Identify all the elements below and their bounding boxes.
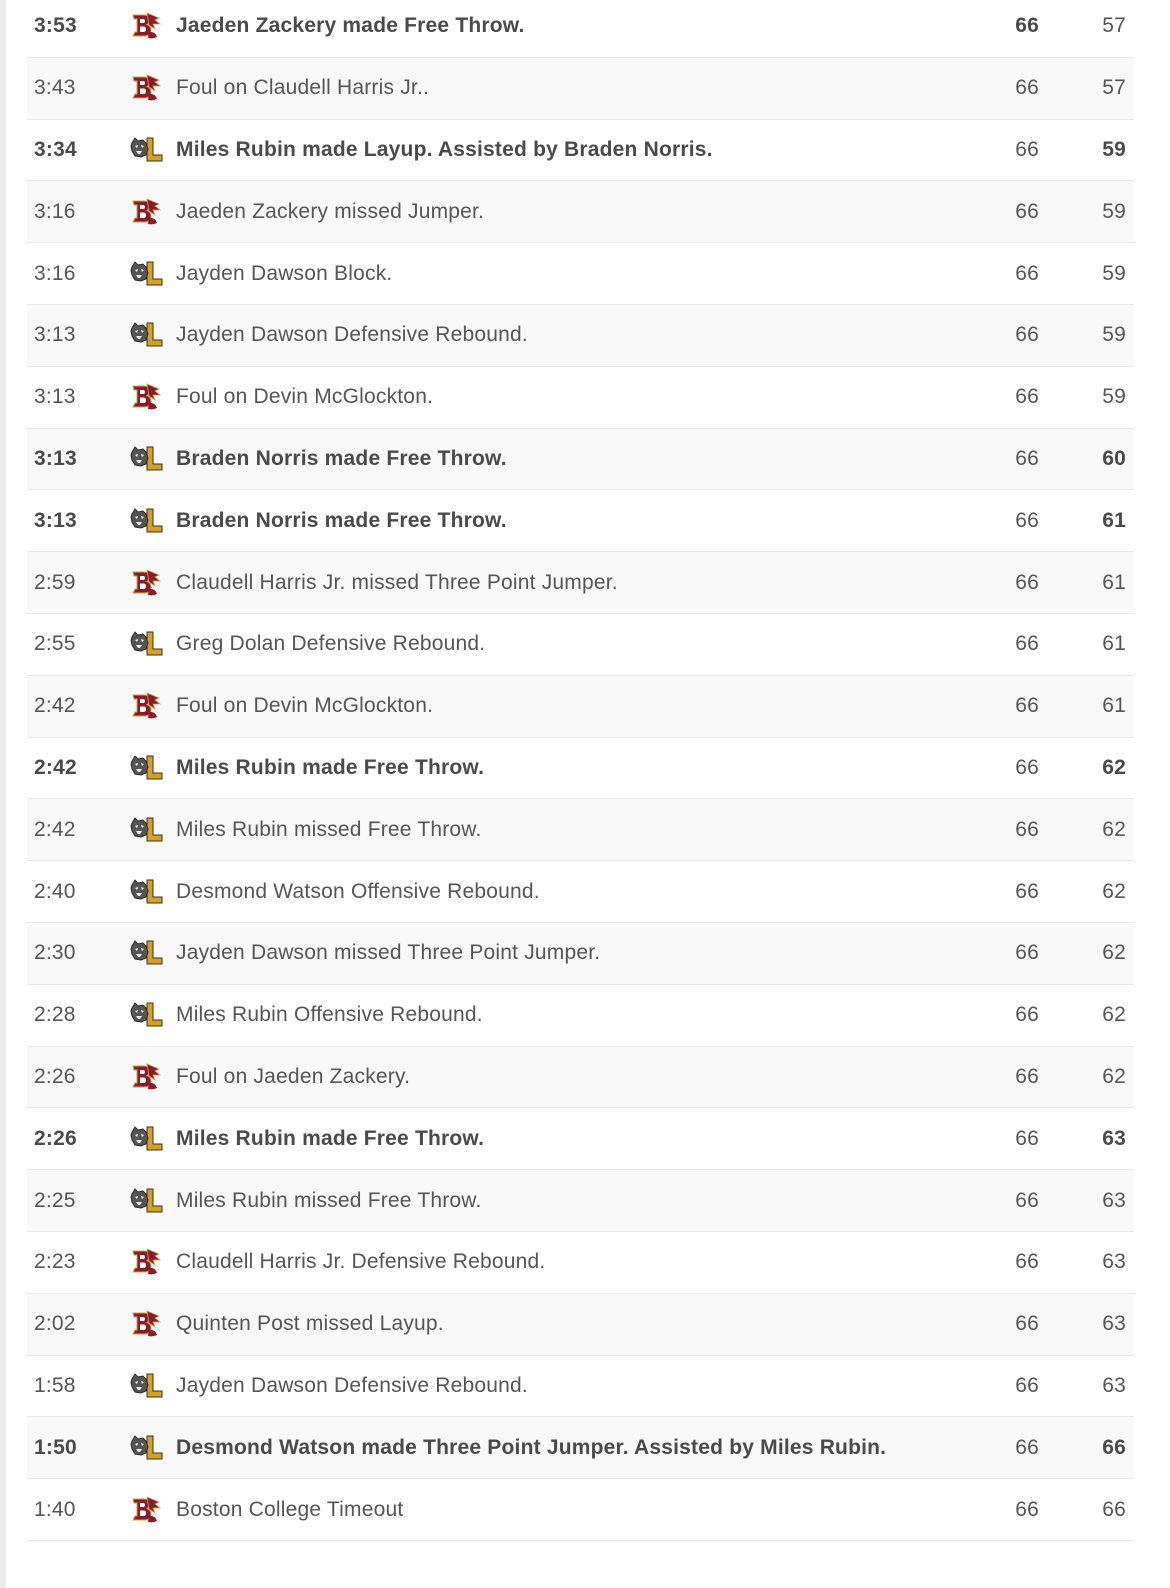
play-time: 1:50: [34, 1435, 77, 1459]
home-score: 61: [1102, 508, 1126, 532]
team-logo-cell: [127, 305, 165, 366]
play-row: [27, 181, 1134, 243]
team-logo-cell: [127, 799, 165, 860]
play-description: Desmond Watson made Three Point Jumper. Assisted by Miles Rubin.: [176, 1435, 887, 1459]
away-score: 66: [1015, 570, 1039, 594]
team-logo-cell: [127, 367, 165, 428]
boston-college-logo-icon: [129, 1308, 163, 1340]
play-description: Jayden Dawson Block.: [176, 261, 393, 285]
play-time: 3:43: [34, 76, 76, 100]
cougar-logo-icon: [129, 258, 163, 290]
play-description: Miles Rubin missed Free Throw.: [176, 817, 482, 841]
play-row: [27, 799, 1134, 861]
play-description: Jaeden Zackery made Free Throw.: [176, 14, 525, 38]
team-logo-cell: [127, 243, 165, 304]
play-row: [27, 552, 1134, 614]
play-row: [27, 614, 1134, 676]
team-logo-cell: [127, 1356, 165, 1417]
play-time: 2:28: [34, 1003, 76, 1027]
play-time: 1:58: [34, 1373, 76, 1397]
home-score: 62: [1102, 879, 1126, 903]
play-row: [27, 985, 1134, 1047]
play-description: Braden Norris made Free Throw.: [176, 446, 507, 470]
away-score: 66: [1015, 879, 1039, 903]
play-description: Claudell Harris Jr. Defensive Rebound.: [176, 1250, 546, 1274]
away-score: 66: [1015, 941, 1039, 965]
play-description: Jayden Dawson Defensive Rebound.: [176, 1373, 528, 1397]
away-score: 66: [1015, 137, 1039, 161]
home-score: 63: [1102, 1250, 1126, 1274]
play-time: 2:02: [34, 1312, 76, 1336]
boston-college-logo-icon: [129, 567, 163, 599]
play-description: Miles Rubin made Free Throw.: [176, 1126, 485, 1150]
play-time: 2:59: [34, 570, 76, 594]
play-time: 3:16: [34, 199, 76, 223]
team-logo-cell: [127, 181, 165, 242]
team-logo-cell: [127, 1108, 165, 1169]
boston-college-logo-icon: [129, 381, 163, 413]
away-score: 66: [1015, 261, 1039, 285]
home-score: 57: [1102, 76, 1126, 100]
away-score: 66: [1015, 1435, 1039, 1459]
play-time: 2:26: [34, 1126, 77, 1150]
play-row: [27, 1047, 1134, 1109]
home-score: 62: [1102, 817, 1126, 841]
play-time: 1:40: [34, 1497, 76, 1521]
home-score: 63: [1102, 1188, 1126, 1212]
play-description: Miles Rubin Offensive Rebound.: [176, 1003, 483, 1027]
away-score: 66: [1015, 508, 1039, 532]
team-logo-cell: [127, 985, 165, 1046]
play-description: Jaeden Zackery missed Jumper.: [176, 199, 485, 223]
play-time: 2:26: [34, 1064, 76, 1088]
play-row: [27, 305, 1134, 367]
play-description: Foul on Devin McGlockton.: [176, 694, 434, 718]
play-row: [27, 1170, 1134, 1232]
away-score: 66: [1015, 1188, 1039, 1212]
play-time: 3:53: [34, 14, 77, 38]
away-score: 66: [1015, 1003, 1039, 1027]
cougar-logo-icon: [129, 999, 163, 1031]
play-description: Miles Rubin made Free Throw.: [176, 755, 485, 779]
team-logo-cell: [127, 490, 165, 551]
away-score: 66: [1015, 76, 1039, 100]
play-time: 2:42: [34, 694, 76, 718]
play-time: 2:42: [34, 817, 76, 841]
home-score: 57: [1102, 14, 1126, 38]
play-time: 2:55: [34, 632, 76, 656]
cougar-logo-icon: [129, 505, 163, 537]
home-score: 60: [1102, 446, 1126, 470]
away-score: 66: [1015, 1250, 1039, 1274]
home-score: 59: [1102, 137, 1126, 161]
home-score: 59: [1102, 261, 1126, 285]
play-row: [27, 367, 1134, 429]
play-row: [27, 676, 1134, 738]
play-time: 2:42: [34, 755, 77, 779]
cougar-logo-icon: [129, 134, 163, 166]
cougar-logo-icon: [129, 319, 163, 351]
play-description: Foul on Jaeden Zackery.: [176, 1064, 411, 1088]
play-row: [27, 1108, 1134, 1170]
boston-college-logo-icon: [129, 72, 163, 104]
left-edge-divider: [0, 0, 6, 1588]
boston-college-logo-icon: [129, 1061, 163, 1093]
team-logo-cell: [127, 614, 165, 675]
away-score: 66: [1015, 694, 1039, 718]
home-score: 62: [1102, 1003, 1126, 1027]
team-logo-cell: [127, 1232, 165, 1293]
away-score: 66: [1015, 199, 1039, 223]
away-score: 66: [1015, 1312, 1039, 1336]
play-time: 3:13: [34, 508, 77, 532]
play-row: [27, 243, 1134, 305]
play-row: [27, 1294, 1134, 1356]
play-description: Greg Dolan Defensive Rebound.: [176, 632, 486, 656]
play-row: [27, 429, 1134, 491]
boston-college-logo-icon: [129, 10, 163, 42]
cougar-logo-icon: [129, 1370, 163, 1402]
home-score: 66: [1102, 1435, 1126, 1459]
team-logo-cell: [127, 1479, 165, 1540]
team-logo-cell: [127, 923, 165, 984]
team-logo-cell: [127, 552, 165, 613]
cougar-logo-icon: [129, 628, 163, 660]
home-score: 59: [1102, 323, 1126, 347]
team-logo-cell: [127, 738, 165, 799]
away-score: 66: [1015, 385, 1039, 409]
away-score: 66: [1015, 755, 1039, 779]
away-score: 66: [1015, 1497, 1039, 1521]
play-row: [27, 1417, 1134, 1479]
play-description: Miles Rubin made Layup. Assisted by Braden Norris.: [176, 137, 713, 161]
cougar-logo-icon: [129, 1123, 163, 1155]
home-score: 61: [1102, 570, 1126, 594]
home-score: 62: [1102, 1064, 1126, 1088]
play-time: 3:34: [34, 137, 77, 161]
play-description: Jayden Dawson Defensive Rebound.: [176, 323, 528, 347]
play-description: Braden Norris made Free Throw.: [176, 508, 507, 532]
play-time: 2:25: [34, 1188, 76, 1212]
away-score: 66: [1015, 1064, 1039, 1088]
cougar-logo-icon: [129, 1432, 163, 1464]
play-time: 3:16: [34, 261, 76, 285]
play-row: [27, 1232, 1134, 1294]
cougar-logo-icon: [129, 876, 163, 908]
home-score: 59: [1102, 385, 1126, 409]
play-time: 3:13: [34, 385, 76, 409]
away-score: 66: [1015, 14, 1039, 38]
home-score: 66: [1102, 1497, 1126, 1521]
boston-college-logo-icon: [129, 1246, 163, 1278]
home-score: 62: [1102, 941, 1126, 965]
play-time: 2:23: [34, 1250, 76, 1274]
away-score: 66: [1015, 1373, 1039, 1397]
home-score: 63: [1102, 1373, 1126, 1397]
play-time: 3:13: [34, 323, 76, 347]
home-score: 61: [1102, 632, 1126, 656]
home-score: 61: [1102, 694, 1126, 718]
team-logo-cell: [127, 0, 165, 57]
play-row: [27, 1479, 1134, 1541]
play-description: Foul on Claudell Harris Jr..: [176, 76, 430, 100]
cougar-logo-icon: [129, 937, 163, 969]
play-row: [27, 0, 1134, 58]
play-description: Desmond Watson Offensive Rebound.: [176, 879, 540, 903]
play-description: Claudell Harris Jr. missed Three Point Jumper.: [176, 570, 618, 594]
play-time: 2:30: [34, 941, 76, 965]
cougar-logo-icon: [129, 443, 163, 475]
home-score: 59: [1102, 199, 1126, 223]
away-score: 66: [1015, 446, 1039, 470]
team-logo-cell: [127, 120, 165, 181]
team-logo-cell: [127, 676, 165, 737]
away-score: 66: [1015, 817, 1039, 841]
play-description: Boston College Timeout: [176, 1497, 404, 1521]
play-time: 2:40: [34, 879, 76, 903]
away-score: 66: [1015, 632, 1039, 656]
cougar-logo-icon: [129, 814, 163, 846]
team-logo-cell: [127, 1294, 165, 1355]
team-logo-cell: [127, 1047, 165, 1108]
home-score: 62: [1102, 755, 1126, 779]
play-description: Jayden Dawson missed Three Point Jumper.: [176, 941, 601, 965]
home-score: 63: [1102, 1126, 1126, 1150]
play-row: [27, 58, 1134, 120]
play-description: Foul on Devin McGlockton.: [176, 385, 434, 409]
play-row: [27, 861, 1134, 923]
team-logo-cell: [127, 429, 165, 490]
play-time: 3:13: [34, 446, 77, 470]
cougar-logo-icon: [129, 1185, 163, 1217]
team-logo-cell: [127, 1170, 165, 1231]
play-description: Quinten Post missed Layup.: [176, 1312, 444, 1336]
play-description: Miles Rubin missed Free Throw.: [176, 1188, 482, 1212]
play-row: [27, 1356, 1134, 1418]
play-row: [27, 490, 1134, 552]
play-by-play-table: [27, 0, 1134, 1541]
away-score: 66: [1015, 323, 1039, 347]
team-logo-cell: [127, 1417, 165, 1478]
play-row: [27, 738, 1134, 800]
boston-college-logo-icon: [129, 690, 163, 722]
team-logo-cell: [127, 861, 165, 922]
play-row: [27, 120, 1134, 182]
home-score: 63: [1102, 1312, 1126, 1336]
play-row: [27, 923, 1134, 985]
away-score: 66: [1015, 1126, 1039, 1150]
boston-college-logo-icon: [129, 1494, 163, 1526]
cougar-logo-icon: [129, 752, 163, 784]
boston-college-logo-icon: [129, 196, 163, 228]
team-logo-cell: [127, 58, 165, 119]
